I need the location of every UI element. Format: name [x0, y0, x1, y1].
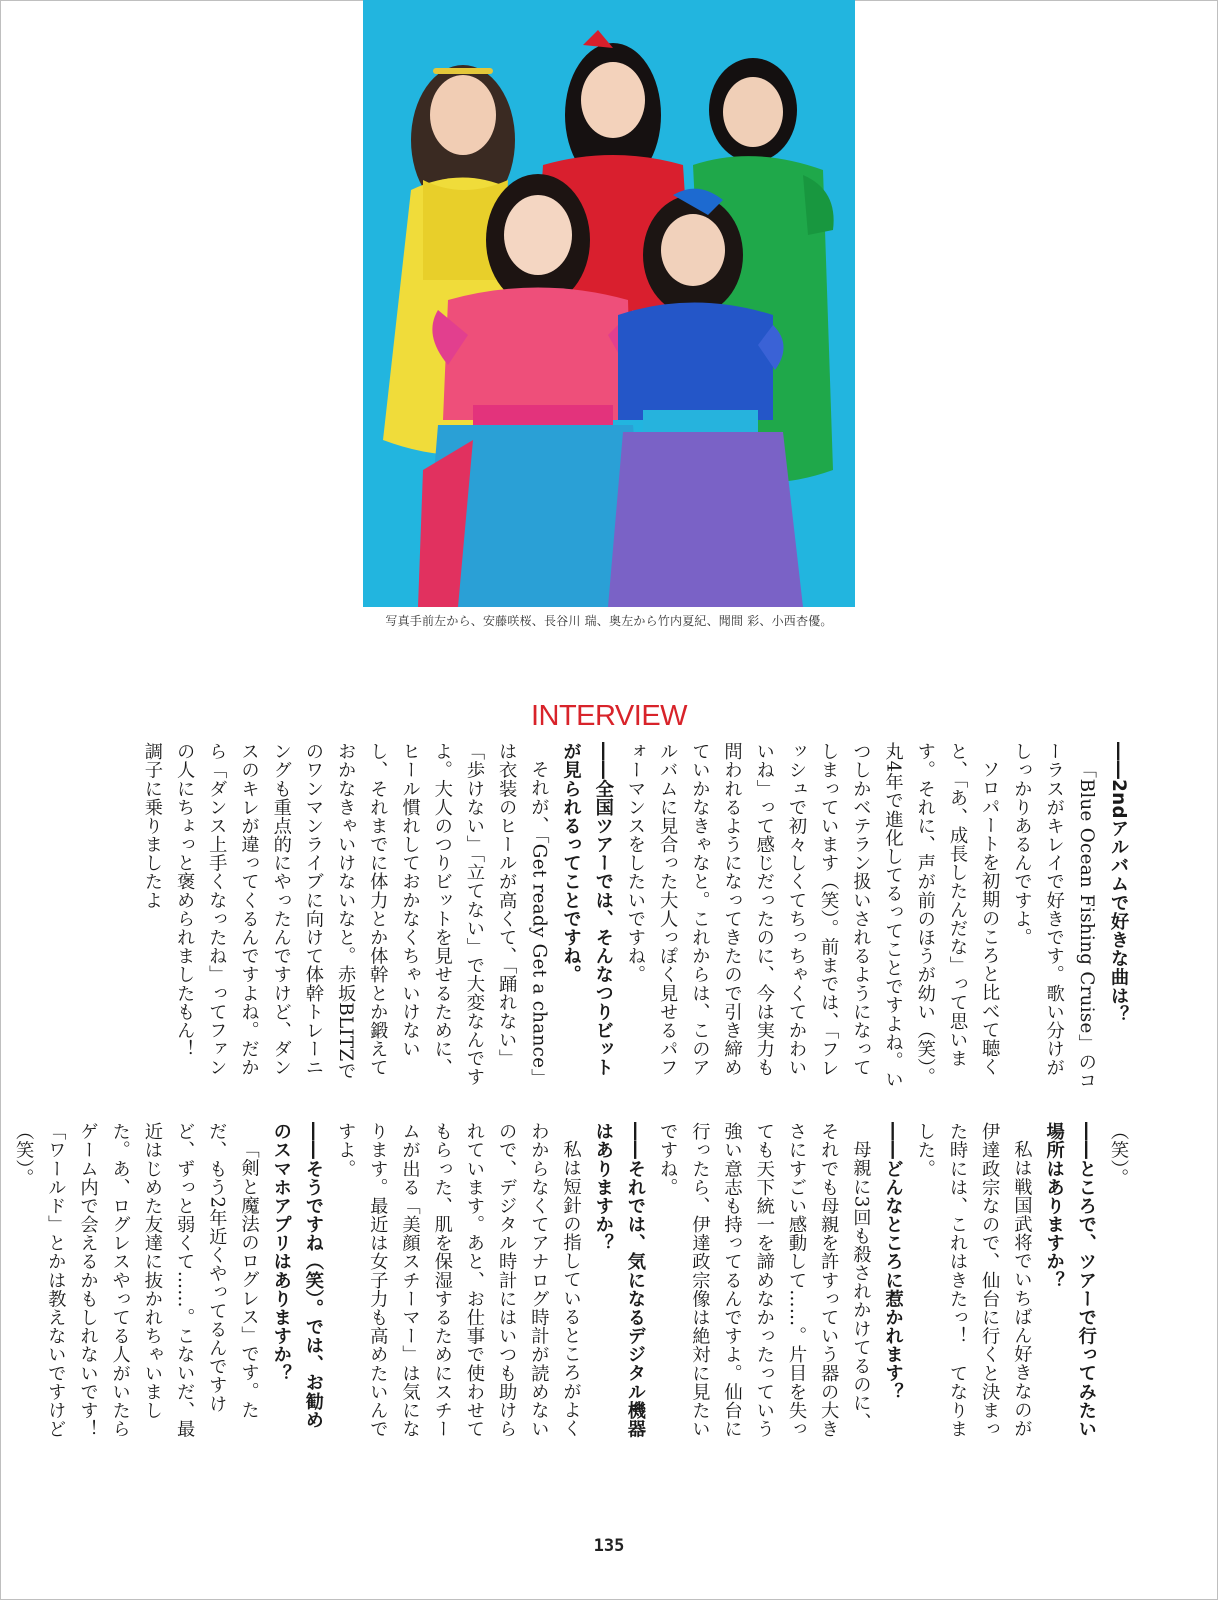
interview-upper-tier — [54, 742, 1134, 1092]
question-national-tour: ――全国ツアーでは、そんなつりビットが見られるってことですね。 — [560, 742, 614, 1077]
photo-caption: 写真手前左から、安藤咲桜、長谷川 瑞、奥左から竹内夏紀、聞間 彩、小西杏優。 — [385, 614, 833, 628]
answer-national-tour: それが、「Get ready Get a chance」は衣装のヒールが高くて、「踊れない」「歩けない」「立てない」で大変なんですよ。大人のつりビットを見せるために、ヒール慣れしておかなくちゃいけないし、それまでに体力とか体幹とか鍛えておかなきゃいけないなと。赤坂BLITZでのワンマンライブに向けて体幹トレーニングも重点的にやったんですけど、ダンスのキレが違ってくるんですよね。だから「ダンス上手くなったね」ってファンの人にちょっと褒められましたもん！ 調子に乗りましたよ — [141, 742, 550, 1088]
answer-solo-part: ソロパートを初期のころと比べて聴くと、「あ、成長したんだな」って思います。それに、声が前のほうが幼い（笑）。丸4年で進化してるってことですよね。いつしかベテラン扱いされるようになってしまっています（笑）。前までは、「フレッシュで初々しくてちっちゃくてかわいいね」って感じだったのに、今は実力も問われるようになってきたので引き締めていかなきゃなと。これからは、このアルバムに見合った大人っぽく見せるパフォーマンスをしたいですね。 — [624, 742, 1001, 1089]
answer-digital-device: 私は短針の指しているところがよくわからなくてアナログ時計が読めないので、デジタル時計にはいつも助けられています。あと、お仕事で使わせてもらった、肌を保湿するためにスチームが出る「美顔スチーマー」は気になります。最近は女子力も高めたいんですよ。 — [335, 1122, 582, 1439]
answer-attraction: 母親に3回も殺されかけてるのに、それでも母親を許すっていう器の大きさにすごい感動して……。片目を失っても天下統一を諦めなかったっていう強い意志も持ってるんですよ。仙台に行ったら、伊達政宗像は絶対に見たいですね。 — [657, 1122, 872, 1439]
interview-lower-tier — [13, 1122, 1134, 1440]
question-smartphone-app: ――そうですね（笑）。では、お勧めのスマホアプリはありますか？ — [270, 1122, 324, 1429]
question-tour-destination: ――ところで、ツアーで行ってみたい場所はありますか？ — [1043, 1122, 1097, 1439]
question-digital-device: ――それでは、気になるデジタル機器はありますか？ — [592, 1122, 646, 1439]
question-attraction: ――どんなところに惹かれます？ — [882, 1122, 904, 1401]
page-number: 135 — [593, 1536, 625, 1556]
answer-continued: （笑）。 — [1108, 1122, 1129, 1188]
question-favorite-song: ――2ndアルバムで好きな曲は？ — [1108, 742, 1129, 1024]
answer-smartphone-app: 「剣と魔法のログレス」です。ただ、もう2年近くやってるんですけど、ずっと弱くて……。こないだ、最近はじめた友達に抜かれちゃいました。あ、ログレスやってる人がいたらゲーム内で会えるかもしれないです！「ワールド」とかは教えないですけど（笑）。 — [13, 1122, 260, 1439]
section-heading-interview: INTERVIEW — [530, 700, 688, 733]
group-photo — [363, 0, 855, 607]
group-photo-illustration — [363, 0, 855, 607]
answer-tour-destination: 私は戦国武将でいちばん好きなのが伊達政宗なので、仙台に行くと決まった時には、これはきたっ！ てなりました。 — [914, 1122, 1033, 1439]
answer-favorite-song: 「Blue Ocean Fishing Cruise」のコーラスがキレイで好きです。歌い分けがしっかりあるんですよ。 — [1011, 742, 1097, 1090]
